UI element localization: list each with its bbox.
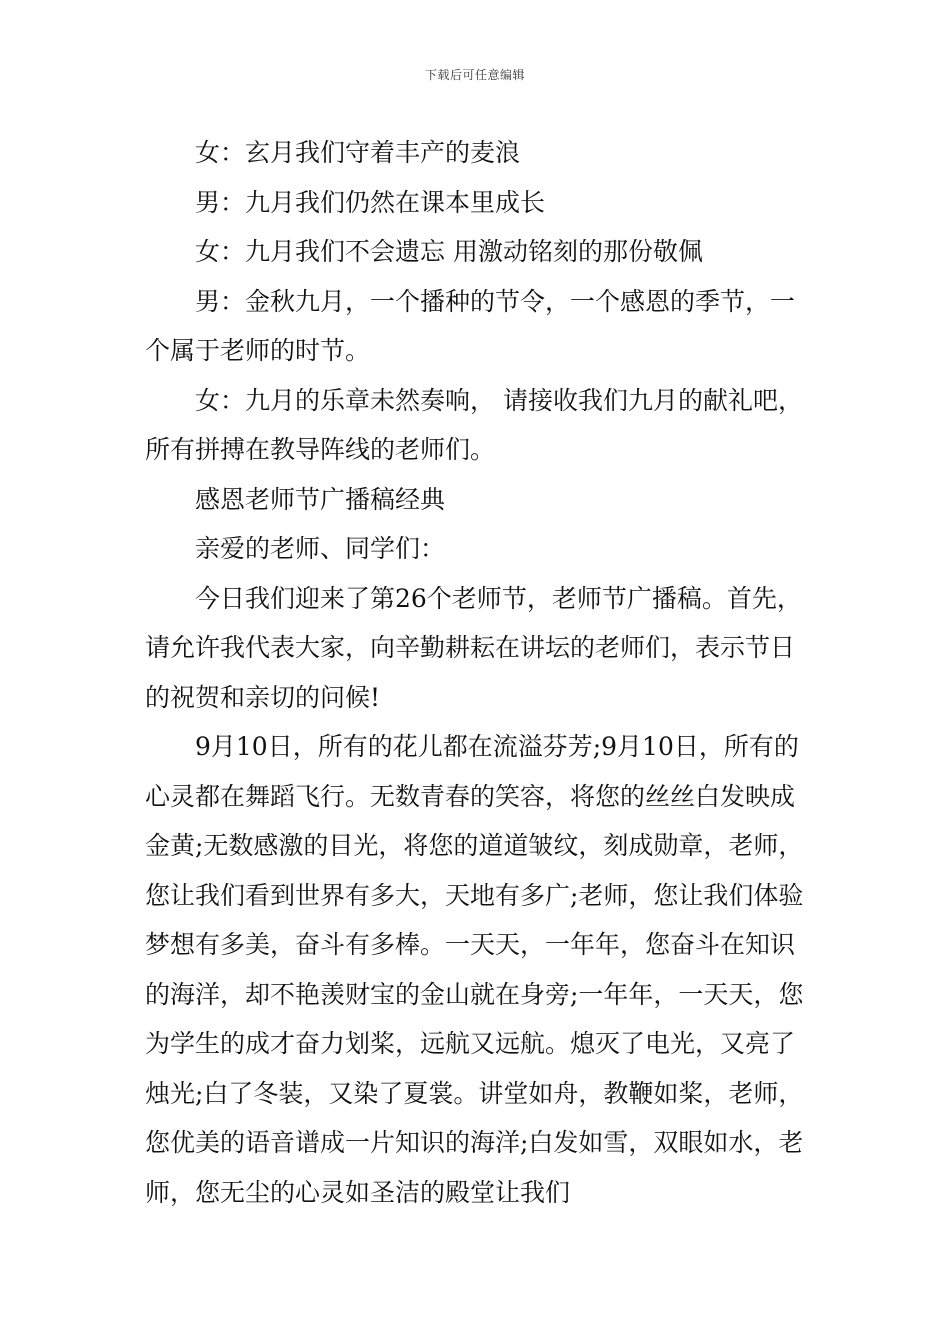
section-title: 感恩老师节广播稿经典	[195, 484, 446, 514]
paragraph-9: 9月10日，所有的花儿都在流溢芬芳;9月10日，所有的心灵都在舞蹈飞行。无数青春的笑容，将您的丝丝白发映成金黄;无数感激的目光，将您的道道皱纹，刻成勋章，老师，您让我们看到世界有多大，天地有多广;老师，您让我们体验梦想有多美，奋斗有多棒。一天天，一年年，您奋斗在知识的海洋，却不艳羡财宝的金山就在身旁;一年年，一天天，您为学生的成才奋力划桨，远航又远航。熄灭了电光，又亮了烛光;白了冬装，又染了夏裳。讲堂如舟，教鞭如桨，老师，您优美的语音谱成一片知识的海洋;白发如雪，双眼如水，老师，您无尘的心灵如圣洁的殿堂让我们	[145, 732, 804, 1207]
page-header: 下载后可任意编辑	[424, 68, 525, 82]
paragraph-1: 女：玄月我们守着丰产的麦浪	[195, 138, 521, 167]
paragraph-8: 今日我们迎来了第26个老师节，老师节广播稿。首先，请允许我代表大家，向辛勤耕耘在讲坛的老师们，表示节日的祝贺和亲切的问候!	[145, 583, 802, 712]
salutation: 亲爱的老师、同学们：	[195, 534, 446, 563]
paragraph-2: 男：九月我们仍然在课本里成长	[195, 187, 546, 217]
paragraph-3: 女：九月我们不会遗忘 用激动铭刻的那份敬佩	[195, 237, 703, 266]
paragraph-5: 女：九月的乐章未然奏响， 请接收我们九月的献礼吧， 所有拼搏在教导阵线的老师们。	[145, 385, 803, 464]
document-body	[145, 128, 805, 1217]
paragraph-4: 男：金秋九月，一个播种的节令，一个感恩的季节，一个属于老师的时节。	[145, 286, 796, 365]
